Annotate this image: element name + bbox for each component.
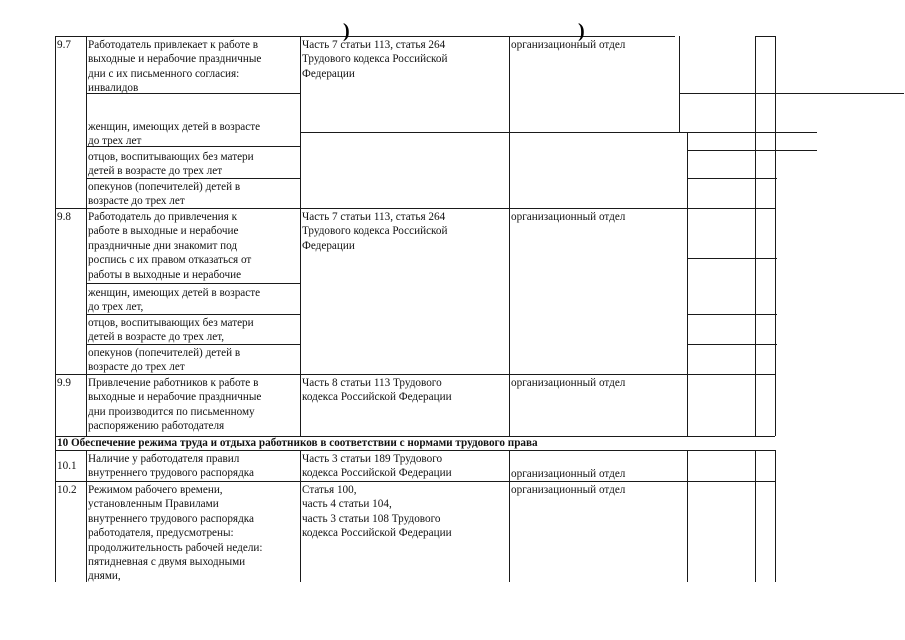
row-number: 10.1 bbox=[57, 460, 77, 472]
row-legal-basis: Часть 3 статьи 189 Трудового кодекса Российской Федерации bbox=[302, 453, 452, 480]
scan-mark: ) bbox=[343, 20, 350, 42]
row-description: Режимом рабочего времени, установленным Правилами внутреннего трудового распорядка работодателя, предусмотрены: продолжительность рабочей недели: пятидневная с двумя выходными днями, bbox=[88, 484, 263, 583]
row-subitem: отцов, воспитывающих без матери детей в возрасте до трех лет, bbox=[88, 317, 254, 344]
row-department: организационный отдел bbox=[511, 211, 626, 223]
section-header: 10 Обеспечение режима труда и отдыха работников в соответствии с нормами трудового права bbox=[57, 437, 538, 449]
row-subitem: опекунов (попечителей) детей в возрасте до трех лет bbox=[88, 347, 241, 374]
row-description: Наличие у работодателя правил внутреннего трудового распорядка bbox=[88, 453, 255, 480]
row-subitem: женщин, имеющих детей в возрасте до трех лет bbox=[88, 121, 261, 148]
row-description: Привлечение работников к работе в выходные и нерабочие праздничные дни производится по письменному распоряжению работодателя bbox=[88, 377, 262, 433]
row-department: организационный отдел bbox=[511, 468, 626, 480]
row-legal-basis: Часть 7 статьи 113, статья 264 Трудового кодекса Российской Федерации bbox=[302, 39, 448, 80]
row-department: организационный отдел bbox=[511, 484, 626, 496]
row-subitem: опекунов (попечителей) детей в возрасте до трех лет bbox=[88, 181, 241, 208]
row-legal-basis: Часть 8 статьи 113 Трудового кодекса Российской Федерации bbox=[302, 377, 452, 404]
row-number: 9.7 bbox=[57, 39, 71, 51]
row-department: организационный отдел bbox=[511, 377, 626, 389]
row-legal-basis: Часть 7 статьи 113, статья 264 Трудового кодекса Российской Федерации bbox=[302, 211, 448, 252]
row-description: Работодатель привлекает к работе в выходные и нерабочие праздничные дни с их письменного согласия: инвалидов bbox=[88, 39, 262, 95]
row-number: 9.9 bbox=[57, 377, 71, 389]
row-subitem: отцов, воспитывающих без матери детей в возрасте до трех лет bbox=[88, 151, 254, 178]
row-number: 10.2 bbox=[57, 484, 77, 496]
row-legal-basis: Статья 100, часть 4 статьи 104, часть 3 статьи 108 Трудового кодекса Российской Федерации bbox=[302, 484, 452, 540]
row-description: Работодатель до привлечения к работе в выходные и нерабочие праздничные дни знакомит под роспись с их правом отказаться от работы в выходные и нерабочие bbox=[88, 211, 252, 281]
row-department: организационный отдел bbox=[511, 39, 626, 51]
row-number: 9.8 bbox=[57, 211, 71, 223]
scan-mark: ) bbox=[578, 20, 585, 42]
row-subitem: женщин, имеющих детей в возрасте до трех лет, bbox=[88, 287, 261, 314]
